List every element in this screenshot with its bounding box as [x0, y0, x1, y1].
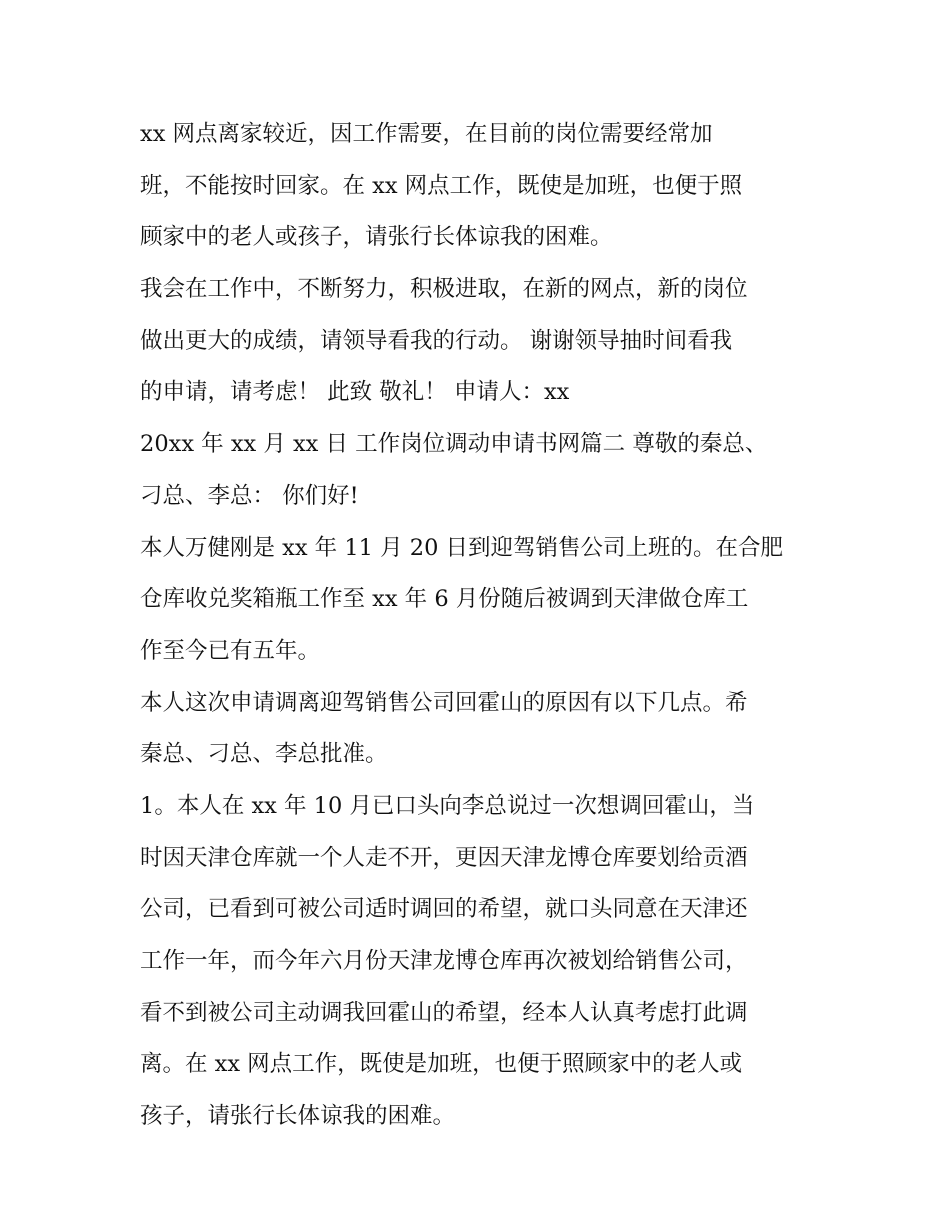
text-line: 1。本人在 xx 年 10 月已口头向李总说过一次想调回霍山，当: [140, 792, 755, 819]
text-line: 公司，已看到可被公司适时调回的希望，就口头同意在天津还: [140, 896, 748, 923]
text-line: 离。在 xx 网点工作，既使是加班，也便于照顾家中的老人或: [140, 1051, 743, 1078]
text-line: 顾家中的老人或孩子，请张行长体谅我的困难。: [140, 224, 613, 251]
text-line: 本人这次申请调离迎驾销售公司回霍山的原因有以下几点。希: [140, 689, 748, 716]
text-line: 看不到被公司主动调我回霍山的希望，经本人认真考虑打此调: [140, 999, 748, 1026]
text-line: 工作一年，而今年六月份天津龙博仓库再次被划给销售公司，: [140, 948, 748, 974]
text-line: xx 网点离家较近，因工作需要，在目前的岗位需要经常加: [140, 121, 713, 147]
text-line: 班，不能按时回家。在 xx 网点工作，既使是加班，也便于照: [140, 172, 743, 199]
text-line: 我会在工作中，不断努力，积极进取，在新的网点，新的岗位: [140, 276, 748, 303]
text-line: 作至今已有五年。: [140, 637, 321, 664]
text-line: 本人万健刚是 xx 年 11 月 20 日到迎驾销售公司上班的。在合肥: [140, 534, 784, 561]
text-line: 仓库收兑奖箱瓶工作至 xx 年 6 月份随后被调到天津做仓库工: [140, 586, 749, 613]
text-line: 做出更大的成绩，请领导看我的行动。 谢谢领导抽时间看我: [140, 327, 733, 354]
text-line: 孩子，请张行长体谅我的困难。: [140, 1103, 456, 1130]
document-body: [140, 109, 820, 1143]
text-line: 刁总、李总： 你们好!: [140, 482, 359, 509]
text-line: 时因天津仓库就一个人走不开，更因天津龙博仓库要划给贡酒: [140, 844, 748, 871]
text-line: 的申请，请考虑！ 此致 敬礼！ 申请人：xx: [140, 379, 570, 406]
text-line: 秦总、刁总、李总批准。: [140, 741, 388, 768]
text-line: 20xx 年 xx 月 xx 日 工作岗位调动申请书网篇二 尊敬的秦总、: [140, 431, 768, 458]
